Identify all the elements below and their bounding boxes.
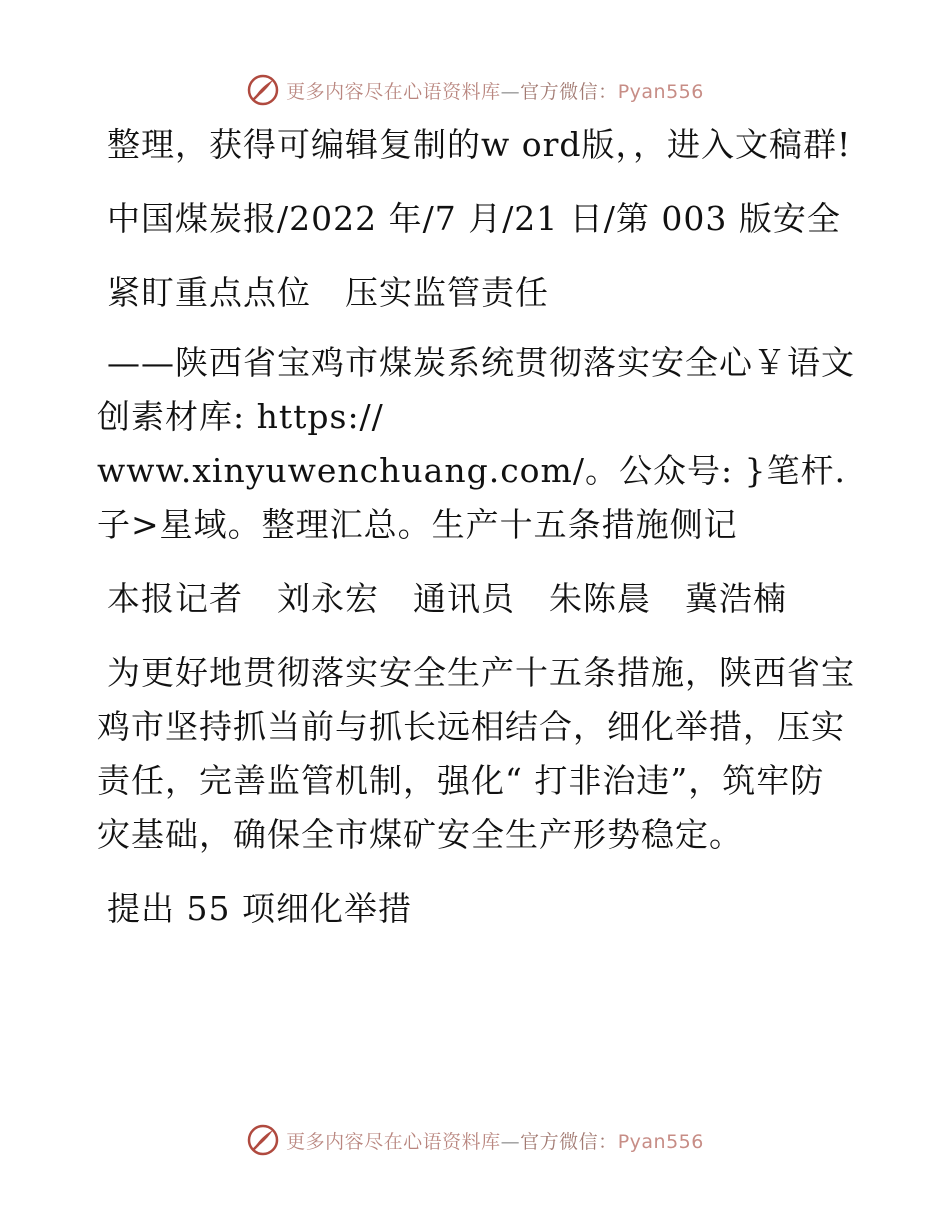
byline: 本报记者 刘永宏 通讯员 朱陈晨 冀浩楠	[107, 579, 787, 618]
footer-watermark	[246, 1123, 704, 1157]
article-subtitle-part2: www.xinyuwenchuang.com/。公众号: }笔杆.子>星域。整理汇总。生产十五条措施侧记	[97, 451, 847, 544]
article-title: 紧盯重点点位 压实监管责任	[107, 273, 549, 312]
watermark-wechat-id: Pyan556	[617, 1130, 704, 1153]
paragraph-lead: 为更好地贯彻落实安全生产十五条措施，陕西省宝鸡市坚持抓当前与抓长远相结合，细化举措，压实责任，完善监管机制，强化“ 打非治违”，筑牢防灾基础，确保全市煤矿安全生产形势稳定。	[97, 653, 855, 854]
watermark-main-text: 更多内容尽在心语资料库	[286, 1130, 501, 1153]
paragraph-source-line: 中国煤炭报/2022 年/7 月/21 日/第 003 版安全	[107, 199, 841, 238]
quill-logo-icon	[246, 1123, 280, 1157]
paragraph-intro: 整理，获得可编辑复制的w ord版，，进入文稿群!	[107, 125, 852, 164]
watermark-separator: —	[500, 1130, 521, 1153]
quill-logo-icon	[246, 73, 280, 107]
watermark-text	[286, 77, 704, 104]
document-body	[97, 118, 857, 936]
watermark-wechat-label: 官方微信：	[520, 80, 618, 103]
watermark-separator: —	[500, 80, 521, 103]
watermark-wechat-label: 官方微信：	[520, 1130, 618, 1153]
watermark-text	[286, 1127, 704, 1154]
watermark-main-text: 更多内容尽在心语资料库	[286, 80, 501, 103]
watermark-wechat-id: Pyan556	[617, 80, 704, 103]
header-watermark	[246, 73, 704, 107]
footer-watermark-banner	[0, 1120, 950, 1160]
section-heading: 提出 55 项细化举措	[107, 889, 412, 928]
article-subtitle-part1: ——陕西省宝鸡市煤炭系统贯彻落实安全心￥语文创素材库: https://	[97, 343, 855, 436]
header-watermark-banner	[0, 70, 950, 110]
